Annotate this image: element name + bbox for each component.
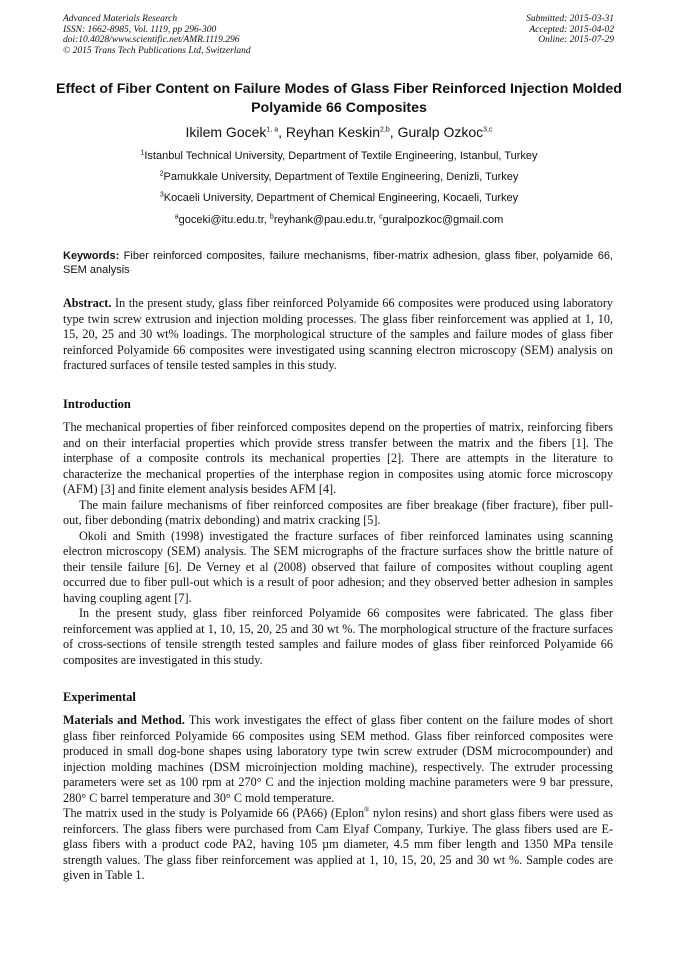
journal-name: Advanced Materials Research xyxy=(63,14,178,24)
affiliation-line xyxy=(40,170,638,184)
author-name: Reyhan Keskin xyxy=(285,124,381,140)
paragraph: The mechanical properties of fiber reinforced composites depend on the properties of matrix, reinforcing fibers and on their interfacial properties which provide stress transfer between the matrix and the fibers [1]. The interphase of a composite controls its mechanical properties [2]. There are attempts in the literature to characterize the mechanical properties of the interphase region in composites using atomic force microscopy (AFM) [3] and finite element analysis besides AFM [4]. xyxy=(63,420,613,496)
affiliation-mark: 2 xyxy=(159,170,164,178)
paragraph: Okoli and Smith (1998) investigated the fracture surfaces of fiber reinforced laminates using scanning electron microscopy (SEM) analysis. The SEM micrographs of the fracture surfaces show the brittle nature of their tensile failure [6]. De Verney et al (2008) observed that failure of composites without coupling agent occurred due to fiber pull-out which is a result of poor adhesion; and they observed better adhesion in samples having coupling agent [7]. xyxy=(63,528,613,605)
affiliation-line xyxy=(40,191,638,205)
paragraph: The main failure mechanisms of fiber reinforced composites are fiber breakage (fiber fracture), fiber pull-out, fiber debonding (matrix debonding) and matrix cracking [5]. xyxy=(63,497,613,527)
author-name: Ikilem Gocek xyxy=(185,124,267,140)
author-separator: , xyxy=(389,124,398,140)
affiliation-mark: 3 xyxy=(159,191,164,199)
affiliation-text: Kocaeli University, Department of Chemical Engineering, Kocaeli, Turkey xyxy=(163,192,519,204)
affiliation-mark: 1 xyxy=(140,149,145,157)
affiliation-line xyxy=(40,149,638,163)
paragraph xyxy=(63,713,613,806)
section-heading-introduction: Introduction xyxy=(63,397,131,411)
author-name: Guralp Ozkoc xyxy=(397,124,484,140)
affiliation-text: Istanbul Technical University, Department of Textile Engineering, Istanbul, Turkey xyxy=(144,150,538,162)
accepted-date: Accepted: 2015-04-02 xyxy=(529,24,614,35)
journal-copyright: © 2015 Trans Tech Publications Ltd, Switzerland xyxy=(63,45,251,56)
author-affiliation-mark: 2,b xyxy=(380,126,390,134)
registered-mark: ® xyxy=(364,805,370,814)
keywords-label: Keywords: xyxy=(63,250,120,262)
author-list xyxy=(40,123,638,141)
author-affiliation-mark: 1, a xyxy=(266,126,279,134)
journal-header-left xyxy=(63,14,251,56)
email-line xyxy=(40,213,638,227)
subsection-label: Materials and Method. xyxy=(63,713,185,727)
affiliation-text: Pamukkale University, Department of Textile Engineering, Denizli, Turkey xyxy=(163,171,519,183)
author-email[interactable]: goceki@itu.edu.tr, xyxy=(178,214,270,226)
author-affiliation-mark: 3,c xyxy=(483,126,493,134)
paragraph xyxy=(63,806,613,884)
paragraph-text: The matrix used in the study is Polyamide 66 (PA66) (Eplon xyxy=(63,806,365,820)
author-email[interactable]: guralpozkoc@gmail.com xyxy=(382,214,504,226)
paragraph: In the present study, glass fiber reinforced Polyamide 66 composites were fabricated. The glass fiber reinforcement was applied at 1, 10, 15, 20, 25 and 30 wt %. The morphological structure of the fracture surfaces of cross-sections of tensile strength tested samples and failure modes of glass fiber reinforced Polyamide 66 composites are investigated in this study. xyxy=(63,606,613,667)
journal-header-right xyxy=(526,14,614,46)
experimental-body xyxy=(63,713,613,884)
section-heading-experimental: Experimental xyxy=(63,690,136,704)
abstract-label: Abstract. xyxy=(63,296,112,310)
journal-doi: doi:10.4028/www.scientific.net/AMR.1119.296 xyxy=(63,35,240,46)
paragraph-text: nylon resins) and short glass fibers were used as reinforcers. The glass fibers were purchased from Cam Elyaf Company, Turkiye. The glass fibers used are E-glass fibers with a product code PA2, having 105 µm diameter, 4.5 mm fiber length and 1350 MPa tensile strength values. The glass fiber reinforcement was applied at 1, 10, 15, 20, 25 and 30 wt %. Sample codes are given in Table 1. xyxy=(63,806,613,882)
email-mark: c xyxy=(379,213,383,221)
paragraph-text: This work investigates the effect of glass fiber content on the failure modes of short glass fiber reinforced Polyamide 66 composites using SEM method. Glass fiber reinforced composites were produced in small dog-bone shapes using laboratory type twin screw extruder (DSM microcompounder) and injection molding machines (DSM microinjection molding machine), respectively. The extruder processing parameters were set as 100 rpm at 270° C and the injection molding machine parameters were 9 bar pressure, 280° C barrel temperature and 30° C mold temperature. xyxy=(63,713,613,805)
keywords-text: Fiber reinforced composites, failure mechanisms, fiber-matrix adhesion, glass fiber, polyamide 66, SEM analysis xyxy=(63,250,613,276)
introduction-body xyxy=(63,420,613,668)
abstract-text: In the present study, glass fiber reinforced Polyamide 66 composites were produced using laboratory type twin screw extrusion and injection molding processes. The glass fiber reinforcement was applied at 1, 10, 15, 20, 25 and 30 wt% loadings. The morphological structure of the samples and failure modes of glass fiber reinforced Polyamide 66 composites were investigated using scanning electron microscopy (SEM) analysis on fractured surfaces of tensile tested samples in this study. xyxy=(63,296,613,372)
author-email[interactable]: reyhank@pau.edu.tr, xyxy=(273,214,380,226)
email-mark: a xyxy=(174,213,179,221)
abstract xyxy=(63,296,613,374)
submitted-date: Submitted: 2015-03-31 xyxy=(526,14,614,24)
paper-title: Effect of Fiber Content on Failure Modes of Glass Fiber Reinforced Injection Molded Polyamide 66 Composites xyxy=(56,81,622,116)
online-date: Online: 2015-07-29 xyxy=(538,35,614,46)
author-separator: , xyxy=(278,124,286,140)
journal-issn: ISSN: 1662-8985, Vol. 1119, pp 296-300 xyxy=(63,24,217,35)
keywords xyxy=(63,249,613,277)
email-mark: b xyxy=(269,213,274,221)
